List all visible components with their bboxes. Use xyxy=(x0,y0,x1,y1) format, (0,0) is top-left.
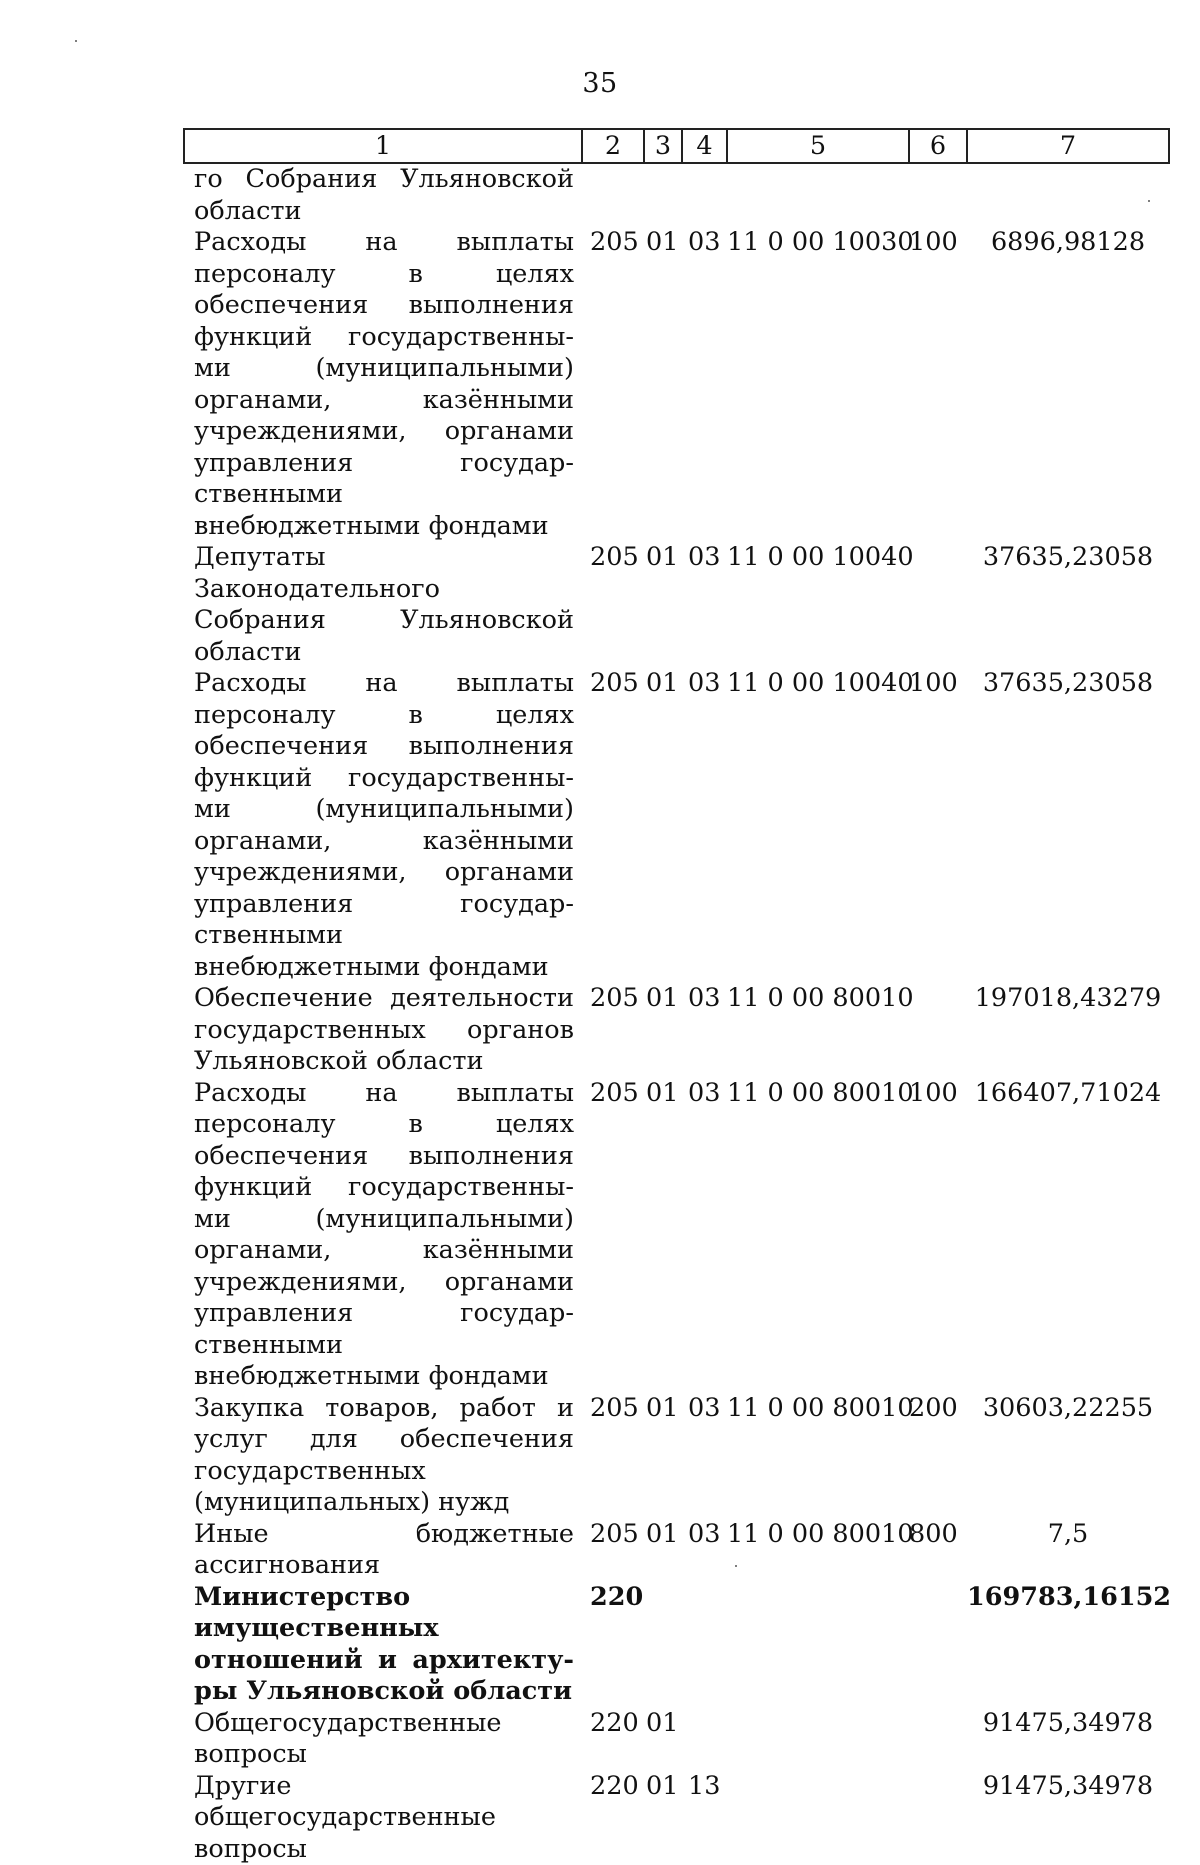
table-header-row xyxy=(184,129,1169,163)
row-name-cell: Министерство имущественных отношений и архитектуры Ульяновской области xyxy=(184,1582,582,1708)
row-amount-cell: 166407,71024 xyxy=(967,1078,1169,1393)
row-target-article-cell: 11 0 00 10030 xyxy=(727,227,909,542)
table-body xyxy=(184,163,1169,1865)
row-target-article-cell: 11 0 00 80010 xyxy=(727,1519,909,1582)
row-admin-code-cell: 205 xyxy=(582,227,644,542)
row-amount-cell: 30603,22255 xyxy=(967,1393,1169,1519)
row-admin-code-cell: 205 xyxy=(582,1393,644,1519)
row-expense-type-cell: 100 xyxy=(909,227,967,542)
row-admin-code-cell: 220 xyxy=(582,1771,644,1865)
row-subsection-cell: 13 xyxy=(682,1771,727,1865)
row-amount-cell: 37635,23058 xyxy=(967,542,1169,668)
row-admin-code-cell: 205 xyxy=(582,542,644,668)
row-subsection-cell: 03 xyxy=(682,1393,727,1519)
column-header-6: 6 xyxy=(909,129,967,163)
row-name-cell: Иные бюджетные ассигнования xyxy=(184,1519,582,1582)
row-section-cell: 01 xyxy=(644,227,682,542)
row-expense-type-cell xyxy=(909,1708,967,1771)
row-admin-code-cell: 220 xyxy=(582,1582,644,1708)
row-subsection-cell xyxy=(682,1582,727,1708)
row-subsection-cell: 03 xyxy=(682,542,727,668)
row-admin-code-cell: 205 xyxy=(582,668,644,983)
row-target-article-cell: 11 0 00 10040 xyxy=(727,668,909,983)
row-section-cell: 01 xyxy=(644,983,682,1078)
row-subsection-cell: 03 xyxy=(682,1078,727,1393)
row-amount-cell: 6896,98128 xyxy=(967,227,1169,542)
row-subsection-cell: 03 xyxy=(682,1519,727,1582)
table-row xyxy=(184,1582,1169,1708)
row-expense-type-cell xyxy=(909,1771,967,1865)
row-subsection-cell: 03 xyxy=(682,668,727,983)
column-header-3: 3 xyxy=(644,129,682,163)
scan-speck xyxy=(75,40,77,42)
table-row xyxy=(184,542,1169,668)
row-name-cell: Расходы на выплаты персоналу в целях обеспечения выполнения функций государственными (муниципальными) органами, казёнными учреждениями, органами управления государственными внебюджетными фондами xyxy=(184,227,582,542)
table-row xyxy=(184,1708,1169,1771)
row-subsection-cell xyxy=(682,163,727,227)
row-amount-cell: 7,5 xyxy=(967,1519,1169,1582)
row-expense-type-cell xyxy=(909,163,967,227)
row-subsection-cell: 03 xyxy=(682,983,727,1078)
row-amount-cell: 91475,34978 xyxy=(967,1708,1169,1771)
row-admin-code-cell: 205 xyxy=(582,983,644,1078)
row-admin-code-cell: 220 xyxy=(582,1708,644,1771)
row-expense-type-cell: 800 xyxy=(909,1519,967,1582)
table-row xyxy=(184,1519,1169,1582)
table-row xyxy=(184,668,1169,983)
row-section-cell: 01 xyxy=(644,668,682,983)
row-target-article-cell: 11 0 00 10040 xyxy=(727,542,909,668)
row-name-cell: Депутаты Законодательного Собрания Ульяновской области xyxy=(184,542,582,668)
row-section-cell: 01 xyxy=(644,1771,682,1865)
row-section-cell: 01 xyxy=(644,1519,682,1582)
row-name-cell: Обеспечение деятельности государственных органов Ульяновской области xyxy=(184,983,582,1078)
row-name-cell: Общегосударственные вопросы xyxy=(184,1708,582,1771)
table-row xyxy=(184,1393,1169,1519)
page-number: 35 xyxy=(0,68,1200,99)
row-expense-type-cell xyxy=(909,1582,967,1708)
table-row xyxy=(184,227,1169,542)
row-admin-code-cell: 205 xyxy=(582,1519,644,1582)
row-name-cell: Другие общегосударственные вопросы xyxy=(184,1771,582,1865)
row-amount-cell: 169783,16152 xyxy=(967,1582,1169,1708)
row-target-article-cell xyxy=(727,163,909,227)
row-section-cell xyxy=(644,1582,682,1708)
row-admin-code-cell: 205 xyxy=(582,1078,644,1393)
row-target-article-cell: 11 0 00 80010 xyxy=(727,983,909,1078)
row-name-cell: Расходы на выплаты персоналу в целях обеспечения выполнения функций государственными (муниципальными) органами, казёнными учреждениями, органами управления государственными внебюджетными фондами xyxy=(184,1078,582,1393)
row-target-article-cell xyxy=(727,1582,909,1708)
table-row xyxy=(184,983,1169,1078)
column-header-5: 5 xyxy=(727,129,909,163)
table-row xyxy=(184,163,1169,227)
column-header-4: 4 xyxy=(682,129,727,163)
budget-table xyxy=(183,128,1170,1865)
row-subsection-cell xyxy=(682,1708,727,1771)
column-header-2: 2 xyxy=(582,129,644,163)
row-amount-cell: 37635,23058 xyxy=(967,668,1169,983)
row-expense-type-cell xyxy=(909,983,967,1078)
row-section-cell xyxy=(644,163,682,227)
row-expense-type-cell: 100 xyxy=(909,668,967,983)
row-subsection-cell: 03 xyxy=(682,227,727,542)
row-section-cell: 01 xyxy=(644,1708,682,1771)
row-target-article-cell xyxy=(727,1771,909,1865)
row-section-cell: 01 xyxy=(644,1078,682,1393)
row-amount-cell: 91475,34978 xyxy=(967,1771,1169,1865)
row-admin-code-cell xyxy=(582,163,644,227)
row-amount-cell: 197018,43279 xyxy=(967,983,1169,1078)
row-target-article-cell: 11 0 00 80010 xyxy=(727,1393,909,1519)
column-header-1: 1 xyxy=(184,129,582,163)
row-target-article-cell: 11 0 00 80010 xyxy=(727,1078,909,1393)
row-expense-type-cell: 200 xyxy=(909,1393,967,1519)
row-target-article-cell xyxy=(727,1708,909,1771)
row-section-cell: 01 xyxy=(644,1393,682,1519)
row-name-cell: го Собрания Ульяновской области xyxy=(184,163,582,227)
table-row xyxy=(184,1078,1169,1393)
row-amount-cell xyxy=(967,163,1169,227)
row-expense-type-cell: 100 xyxy=(909,1078,967,1393)
row-name-cell: Закупка товаров, работ и услуг для обеспечения государственных (муниципальных) нужд xyxy=(184,1393,582,1519)
row-expense-type-cell xyxy=(909,542,967,668)
row-name-cell: Расходы на выплаты персоналу в целях обеспечения выполнения функций государственными (муниципальными) органами, казёнными учреждениями, органами управления государственными внебюджетными фондами xyxy=(184,668,582,983)
row-section-cell: 01 xyxy=(644,542,682,668)
table-row xyxy=(184,1771,1169,1865)
column-header-7: 7 xyxy=(967,129,1169,163)
